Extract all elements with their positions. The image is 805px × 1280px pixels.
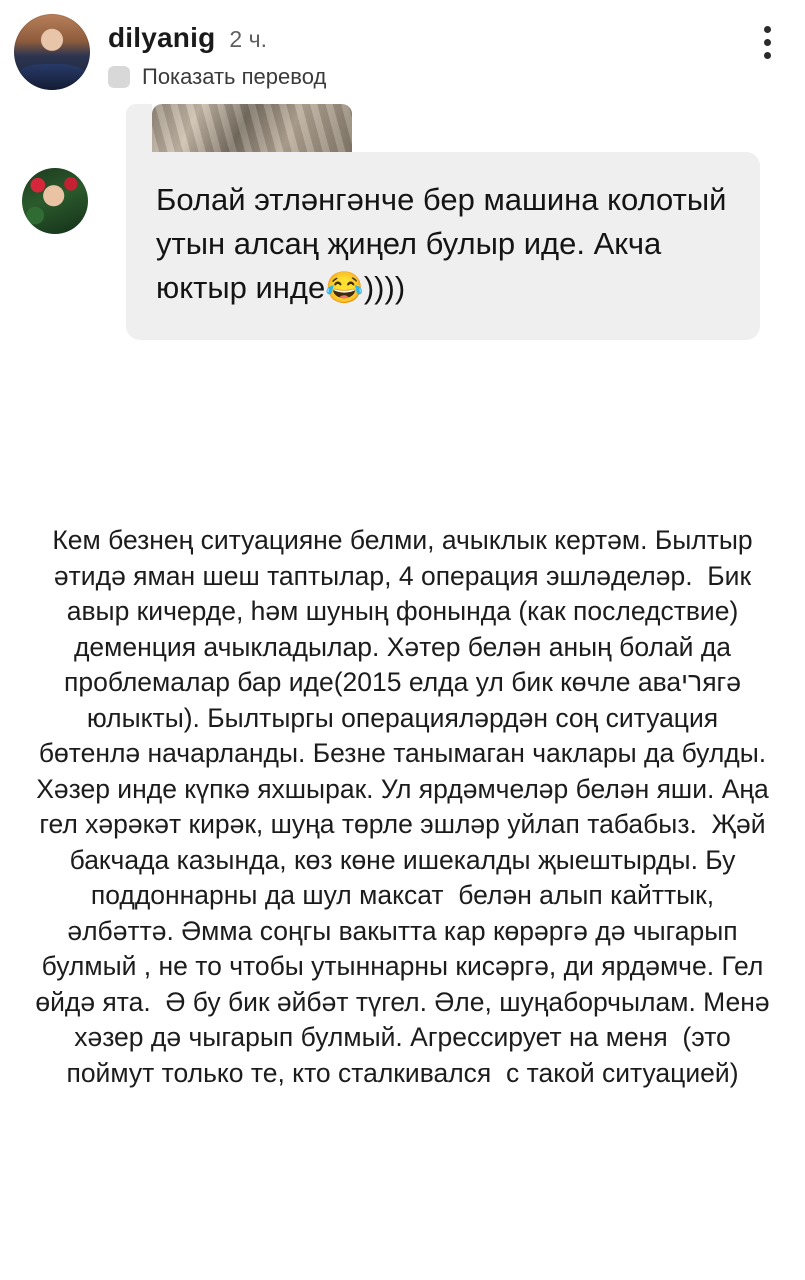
show-translation-label: Показать перевод xyxy=(142,64,327,89)
translate-icon xyxy=(108,66,130,88)
quoted-bubble-top-edge xyxy=(126,104,152,152)
quoted-photo-thumbnail[interactable] xyxy=(152,104,352,152)
comment-text: Болай этләнгәнче бер машина колотый утын алсаң җиңел булыр иде. Акча юктыр инде😂)))) xyxy=(156,182,736,306)
kebab-menu-icon[interactable] xyxy=(763,26,771,59)
show-translation-button[interactable] xyxy=(108,64,326,90)
story-header xyxy=(0,0,805,100)
story-caption-text: Кем безнең ситуацияне белми, ачыклык кертәм. Былтыр әтидә яман шеш таптылар, 4 операция эшләделәр. Бик авыр кичерде, һәм шуның фонында (как последствие) деменция ачыкладылар. Хәтер белән аның болай да проблемалар бар иде(2015 елда ул бик көчле аваריягә юлыкты). Былтыргы операцияләрдән соң ситуация бөтенлә начарланды. Безне танымаган чаклары да булды. Хәзер инде күпкә яхшырак. Ул ярдәмчеләр белән яши. Аңа гел хәрәкәт кирәк, шуңа төрле эшләр уйлап табабыз. Җәй бакчада казында, көз көне ишекалды җыештырды. Бу поддоннарны да шул максат белән алып кайттык, әлбәттә. Әмма соңгы вакытта кар көрәргә дә чыгарып булмый , не то чтобы утыннарны кисәргә, ди ярдәмче. Гел өйдә ята. Ә бу бик әйбәт түгел. Әле, шуңаборчылам. Менә хәзер дә чыгарып булмый. Агрессирует на меня (это поймут только те, кто сталкивался с такой ситуацией) xyxy=(35,525,778,1088)
commenter-avatar[interactable] xyxy=(22,168,88,234)
comment-bubble[interactable] xyxy=(126,152,760,340)
avatar[interactable] xyxy=(14,14,90,90)
timestamp-label: 2 ч. xyxy=(229,26,267,52)
username-label[interactable]: dilyanig xyxy=(108,22,216,53)
name-row xyxy=(108,22,326,54)
header-text-block xyxy=(108,22,326,90)
